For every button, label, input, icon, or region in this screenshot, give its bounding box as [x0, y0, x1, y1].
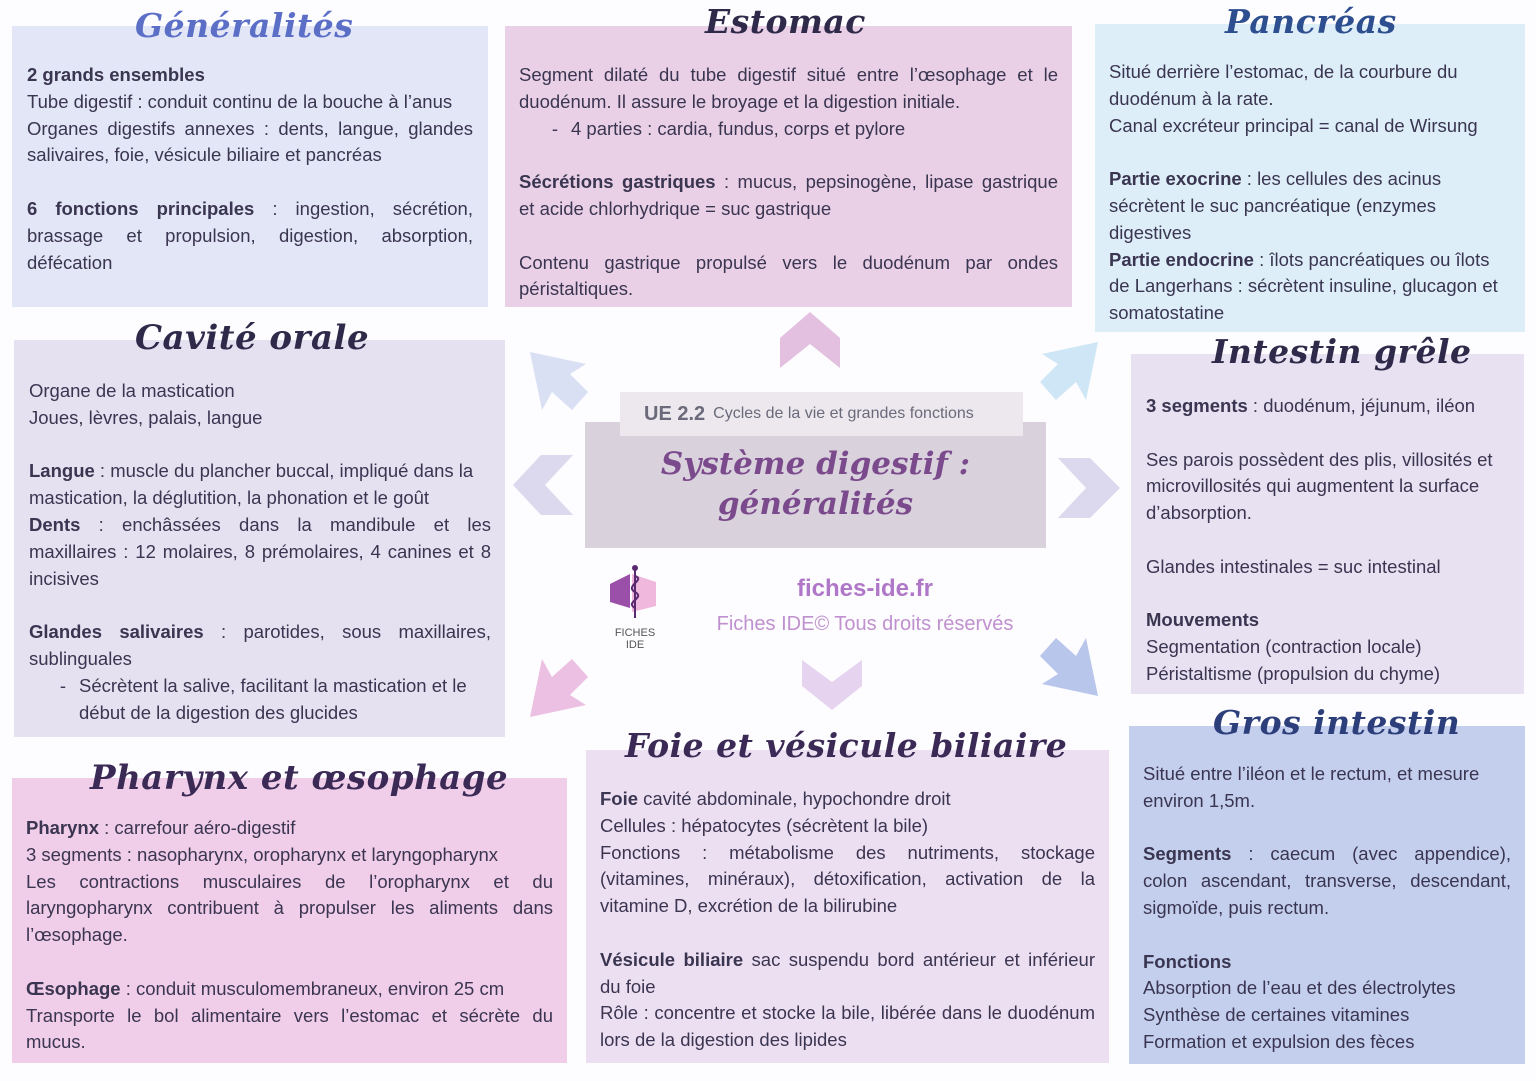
cavite-dash-item: - Sécrètent la salive, facilitant la mastication et le début de la digestion des glucides — [59, 674, 467, 723]
cavite-line-2: Joues, lèvres, palais, langue — [29, 406, 263, 428]
ue-subtitle: Cycles de la vie et grandes fonctions — [713, 405, 974, 422]
gros-line-5: Formation et expulsion des fèces — [1143, 1030, 1415, 1052]
gros-box — [1129, 726, 1525, 1064]
logo-text-1: FICHES — [614, 627, 656, 639]
main-title — [585, 444, 1046, 524]
pharynx-box — [12, 778, 567, 1063]
pharynx-title: Pharynx et œsophage — [90, 758, 509, 798]
gros-line-1: Situé entre l’iléon et le rectum, et mesure environ 1,5m. — [1143, 763, 1480, 811]
intestin-box — [1131, 354, 1524, 694]
gros-title: Gros intestin — [1213, 703, 1461, 742]
arrow-left-icon — [513, 455, 575, 515]
ue-code: UE 2.2 — [644, 402, 706, 425]
copyright-text: Fiches IDE© Tous droits réservés — [716, 613, 1014, 635]
main-title-line-1: Système digestif : — [660, 446, 971, 482]
site-url[interactable]: fiches-ide.fr — [796, 575, 934, 602]
foie-line-2: Cellules : hépatocytes (sécrètent la bile) — [600, 814, 929, 836]
cavite-line-1: Organe de la mastication — [29, 380, 235, 401]
pharynx-line-1: Pharynx : carrefour aéro-digestif — [26, 817, 296, 838]
pancreas-box — [1095, 24, 1525, 332]
estomac-line-1: Segment dilaté du tube digestif situé entre l’œsophage et le duodénum. Il assure le broyage et la digestion initiale. — [519, 64, 1058, 112]
gros-heading-2: Fonctions — [1143, 950, 1232, 972]
intestin-line-3: Glandes intestinales = suc intestinal — [1146, 555, 1441, 577]
main-title-line-2: généralités — [717, 486, 914, 522]
cavite-line-5: Glandes salivaires : parotides, sous maxillaires, sublinguales — [29, 621, 491, 669]
generalites-heading-1: 2 grands ensembles — [27, 64, 205, 85]
pharynx-line-4: Œsophage : conduit musculomembraneux, environ 25 cm — [26, 977, 505, 999]
foie-line-4: Vésicule biliaire sac suspendu bord antérieur et inférieur du foie — [600, 948, 1095, 997]
estomac-line-3: Sécrétions gastriques : mucus, pepsinogène, lipase gastrique et acide chlorhydrique = suc gastrique — [519, 171, 1058, 219]
fiches-ide-logo — [600, 562, 670, 651]
generalites-line-1: Tube digestif : conduit continu de la bouche à l’anus — [27, 90, 453, 112]
foie-line-1: Foie cavité abdominale, hypochondre droit — [600, 788, 951, 809]
intestin-title: Intestin grêle — [1212, 332, 1472, 371]
foie-line-3: Fonctions : métabolisme des nutriments, stockage (vitamines, minéraux), détoxification, activation de la vitamine D, excrétion de la bilirubine — [600, 841, 1095, 917]
gros-line-3: Absorption de l’eau et des électrolytes — [1143, 977, 1456, 999]
estomac-line-4: Contenu gastrique propulsé vers le duodénum par ondes péristaltiques. — [519, 251, 1058, 300]
foie-box — [586, 750, 1109, 1063]
pancreas-line-3: Partie exocrine : les cellules des acinus sécrètent le suc pancréatique (enzymes digestives — [1109, 168, 1442, 243]
caduceus-icon — [600, 562, 670, 622]
pancreas-line-1: Situé derrière l’estomac, de la courbure du duodénum à la rate. — [1109, 61, 1458, 109]
pancreas-title: Pancréas — [1225, 2, 1397, 41]
foie-title: Foie et vésicule biliaire — [625, 726, 1068, 765]
estomac-title: Estomac — [705, 2, 866, 41]
arrow-downright-icon — [1036, 634, 1102, 700]
pancreas-line-4: Partie endocrine : îlots pancréatiques ou îlots de Langerhans : sécrètent insuline, glucagon et somatostatine — [1109, 248, 1498, 324]
arrow-upright-icon — [1036, 338, 1102, 404]
generalites-line-3: 6 fonctions principales : ingestion, sécrétion, brassage et propulsion, digestion, absorption, défécation — [27, 197, 473, 273]
estomac-dash-item: - 4 parties : cardia, fundus, corps et pylore — [551, 117, 906, 139]
pharynx-line-5: Transporte le bol alimentaire vers l’estomac et sécrète du mucus. — [26, 1004, 553, 1053]
foie-line-5: Rôle : concentre et stocke la bile, libérée dans le duodénum lors de la digestion des lipides — [600, 1002, 1095, 1051]
intestin-heading-2: Mouvements — [1146, 609, 1260, 631]
logo-text-2: IDE — [625, 639, 645, 651]
intestin-line-4: Segmentation (contraction locale) — [1146, 636, 1422, 658]
arrow-downleft-icon — [526, 655, 592, 721]
estomac-box — [505, 26, 1072, 307]
cavite-title: Cavité orale — [135, 318, 370, 358]
arrow-down-icon — [802, 660, 862, 710]
generalites-title: Généralités — [135, 6, 354, 45]
arrow-right-icon — [1058, 458, 1120, 518]
arrow-upleft-icon — [526, 348, 592, 414]
cavite-box — [14, 340, 505, 737]
intestin-line-1: 3 segments : duodénum, jéjunum, iléon — [1146, 395, 1476, 416]
ue-banner — [620, 392, 1023, 436]
generalites-box — [12, 26, 488, 307]
intestin-line-5: Péristaltisme (propulsion du chyme) — [1146, 662, 1441, 684]
arrow-up-icon — [780, 312, 840, 372]
intestin-line-2: Ses parois possèdent des plis, villosités et microvillosités qui augmentent la surface d’absorption. — [1146, 448, 1493, 524]
cavite-line-4: Dents : enchâssées dans la mandibule et les maxillaires : 12 molaires, 8 prémolaires, 4 canines et 8 incisives — [29, 513, 491, 589]
pancreas-line-2: Canal excréteur principal = canal de Wirsung — [1109, 114, 1478, 136]
gros-line-4: Synthèse de certaines vitamines — [1143, 1004, 1410, 1026]
cavite-line-3: Langue : muscle du plancher buccal, impliqué dans la mastication, la déglutition, la phonation et le goût — [29, 460, 474, 509]
gros-line-2: Segments : caecum (avec appendice), colon ascendant, transverse, descendant, sigmoïde, puis rectum. — [1143, 843, 1511, 918]
generalites-line-2: Organes digestifs annexes : dents, langue, glandes salivaires, foie, vésicule biliaire et pancréas — [27, 117, 473, 166]
pharynx-line-2: 3 segments : nasopharynx, oropharynx et laryngopharynx — [26, 843, 499, 865]
pharynx-line-3: Les contractions musculaires de l’oropharynx et du laryngopharynx contribuent à propulser les aliments dans l’œsophage. — [26, 870, 553, 946]
